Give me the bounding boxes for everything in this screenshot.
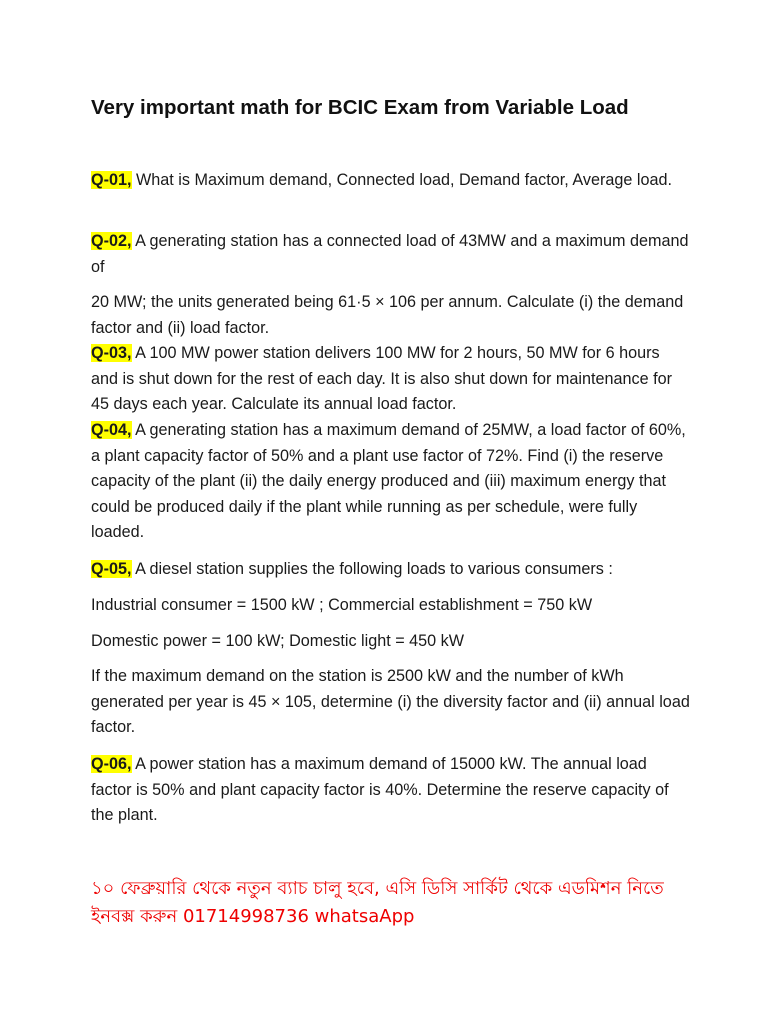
question-q04 — [91, 418, 691, 546]
question-label: Q-06, — [91, 755, 132, 773]
question-q03 — [91, 341, 691, 418]
question-label: Q-02, — [91, 232, 132, 250]
admission-promo — [91, 875, 711, 931]
question-text: Industrial consumer = 1500 kW ; Commercial establishment = 750 kW — [91, 596, 593, 614]
question-text: A generating station has a maximum demand of 25MW, a load factor of 60%, a plant capacity factor of 50% and a plant use factor of 72%. Find (i) the reserve capacity of the plant (ii) the daily energy produced and (iii) maximum energy that could be produced daily if the plant while running as per schedule, were fully loaded. — [91, 421, 686, 542]
question-label: Q-04, — [91, 421, 132, 439]
document-title: Very important math for BCIC Exam from Variable Load — [91, 96, 629, 119]
question-text: What is Maximum demand, Connected load, Demand factor, Average load. — [131, 171, 672, 189]
question-label: Q-03, — [91, 344, 132, 362]
question-q05-continued — [91, 664, 691, 741]
question-q05-loads-2 — [91, 629, 691, 655]
question-label: Q-05, — [91, 560, 132, 578]
question-q02-continued — [91, 290, 691, 341]
question-text: A power station has a maximum demand of 15000 kW. The annual load factor is 50% and plant capacity factor is 40%. Determine the reserve capacity of the plant. — [91, 755, 669, 825]
question-q05-loads-1 — [91, 593, 691, 619]
question-q01 — [91, 168, 691, 194]
question-text: A generating station has a connected load of 43MW and a maximum demand of — [91, 232, 689, 276]
question-text: A 100 MW power station delivers 100 MW for 2 hours, 50 MW for 6 hours and is shut down for the rest of each day. It is also shut down for maintenance for 45 days each year. Calculate its annual load factor. — [91, 344, 672, 414]
question-text: A diesel station supplies the following loads to various consumers : — [131, 560, 613, 578]
promo-line-2: ইনবক্স করুন 01714998736 whatsaApp — [91, 906, 415, 927]
question-text: Domestic power = 100 kW; Domestic light = 450 kW — [91, 632, 465, 650]
question-label: Q-01, — [91, 171, 132, 189]
question-q02 — [91, 229, 691, 280]
question-text: If the maximum demand on the station is 2500 kW and the number of kWh generated per year is 45 × 105, determine (i) the diversity factor and (ii) annual load factor. — [91, 667, 690, 737]
question-text: 20 MW; the units generated being 61·5 × 106 per annum. Calculate (i) the demand factor and (ii) load factor. — [91, 293, 684, 337]
question-q05 — [91, 557, 691, 583]
promo-line-1: ১০ ফেব্রুয়ারি থেকে নতুন ব্যাচ চালু হবে, এসি ডিসি সার্কিট থেকে এডমিশন নিতে — [91, 878, 664, 899]
question-q06 — [91, 752, 691, 829]
